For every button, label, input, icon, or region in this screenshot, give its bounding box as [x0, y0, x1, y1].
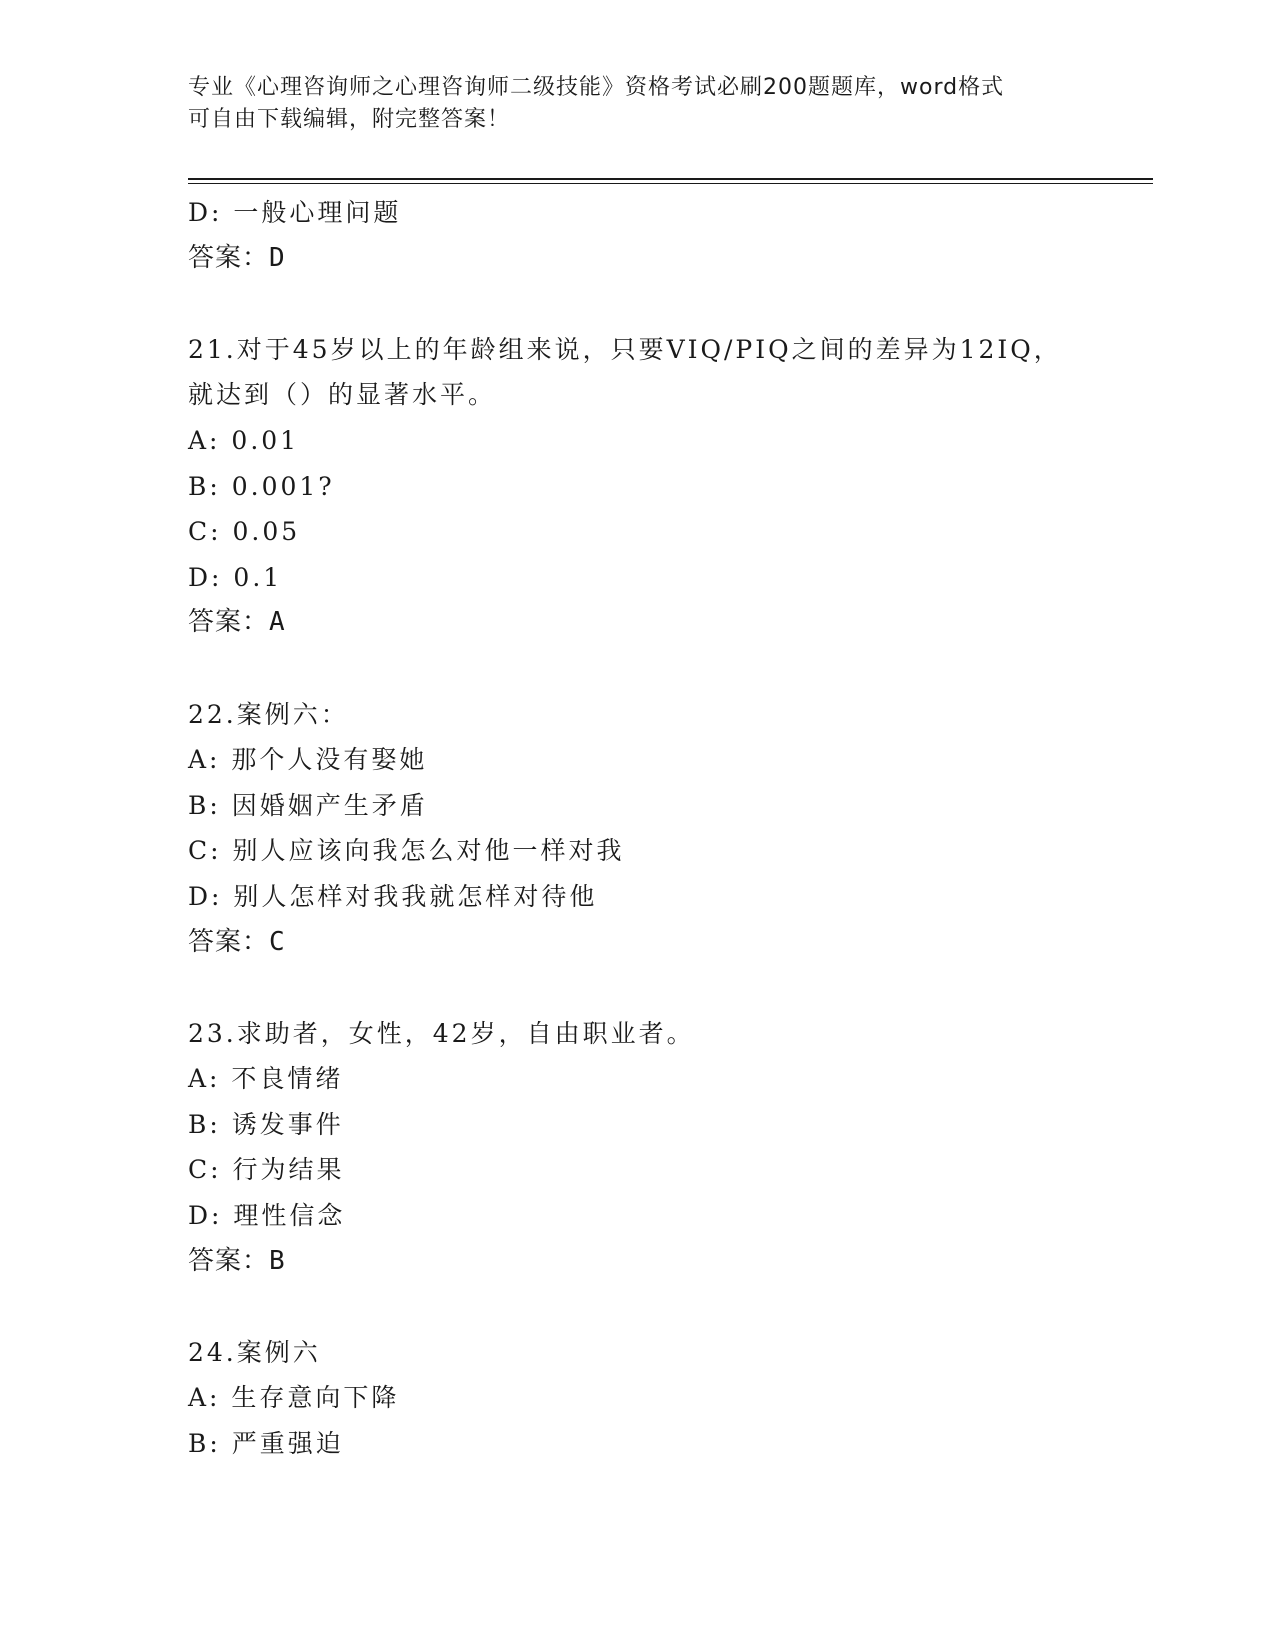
answer-value: C: [269, 926, 286, 957]
option-c: C: 0.05: [188, 517, 301, 547]
header-line-2: 可自由下载编辑，附完整答案！: [188, 107, 511, 132]
spacer: [188, 965, 1148, 1011]
answer-line: [188, 600, 1148, 646]
question-stem: 21.对于45岁以上的年龄组来说，只要VIQ/PIQ之间的差异为12IQ，: [188, 334, 1062, 364]
option-d: D: 别人怎样对我我就怎样对待他: [188, 881, 598, 911]
option-a: A: 0.01: [188, 425, 300, 455]
option-c: C: 行为结果: [188, 1155, 345, 1185]
header-rule-thick: [188, 178, 1153, 180]
option-c: C: 别人应该向我怎么对他一样对我: [188, 836, 625, 866]
answer-value: A: [269, 607, 286, 638]
header-rule-thin: [188, 183, 1153, 184]
answer-label: 答案：: [188, 1245, 270, 1276]
question-list: [188, 190, 1148, 1467]
spacer: [188, 1284, 1148, 1330]
option-d: D: 一般心理问题: [188, 198, 402, 227]
answer-label: 答案：: [188, 926, 270, 957]
question-stem: 24.案例六: [188, 1337, 321, 1367]
answer-line: [188, 236, 1148, 282]
option-b: B: 因婚姻产生矛盾: [188, 790, 428, 820]
option-b: B: 严重强迫: [188, 1429, 344, 1459]
document-header: [188, 72, 1068, 136]
option-a: A: 那个人没有娶她: [188, 745, 428, 775]
option-d: D: 理性信念: [188, 1201, 346, 1231]
question-stem: 22.案例六：: [188, 699, 349, 729]
option-a: A: 不良情绪: [188, 1064, 344, 1094]
spacer: [188, 646, 1148, 692]
question-stem: 23.求助者，女性，42岁，自由职业者。: [188, 1018, 695, 1048]
answer-value: B: [269, 1245, 286, 1276]
answer-value: D: [269, 242, 286, 273]
option-a: A: 生存意向下降: [188, 1383, 400, 1413]
question-stem-continued: 就达到（）的显著水平。: [188, 380, 497, 410]
option-d: D: 0.1: [188, 562, 283, 592]
option-b: B: 0.001?: [188, 471, 335, 501]
header-line-1: 专业《心理咨询师之心理咨询师二级技能》资格考试必刷200题题库，word格式: [188, 75, 1005, 100]
answer-label: 答案：: [188, 242, 270, 273]
answer-line: [188, 920, 1148, 966]
answer-line: [188, 1239, 1148, 1285]
spacer: [188, 281, 1148, 327]
option-b: B: 诱发事件: [188, 1109, 344, 1139]
answer-label: 答案：: [188, 607, 270, 638]
